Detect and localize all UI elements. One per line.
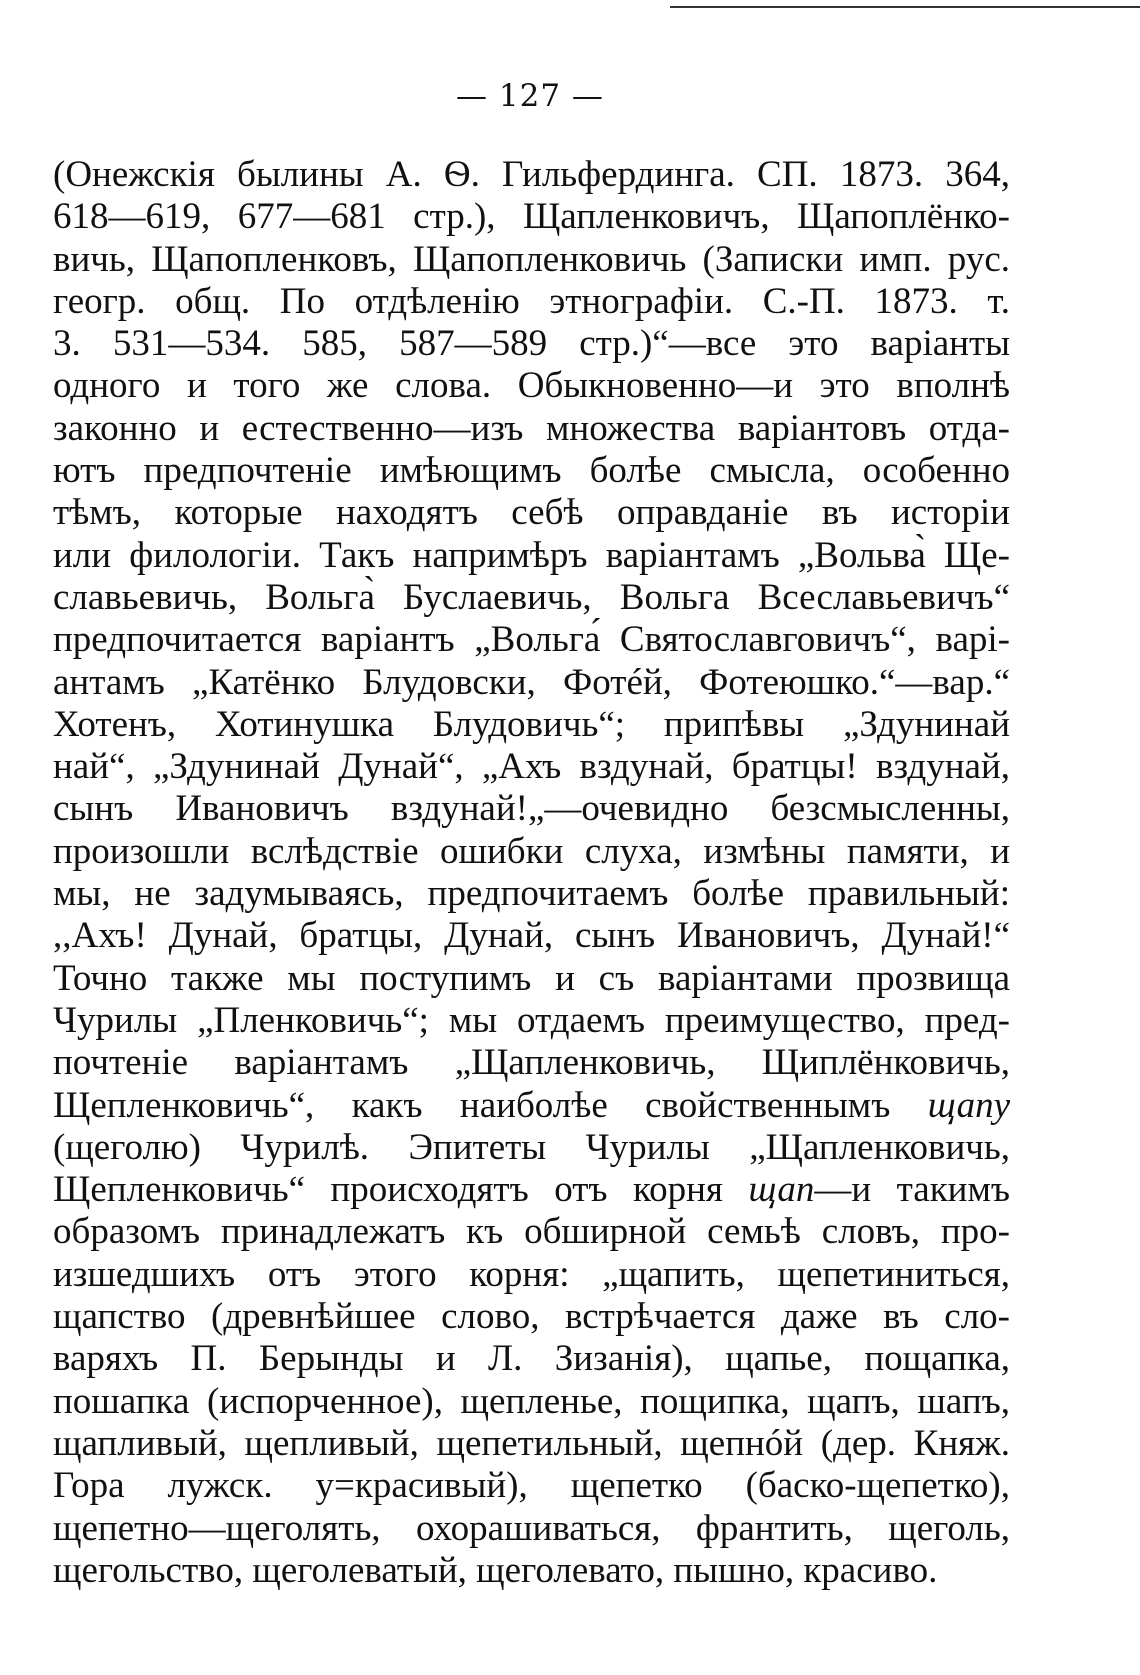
text-line: вичь, Щапопленковъ, Щапопленковичь (Записки имп. рус. (53, 238, 1010, 280)
text-line: или филологіи. Такъ напримѣръ варіантамъ „Вольва̀ Ще- (53, 534, 1010, 576)
text-line: Точно также мы поступимъ и съ варіантами прозвища (53, 957, 1010, 999)
page-text (53, 154, 1010, 1592)
text-line: варяхъ П. Берынды и Л. Зизанія), щапье, пощапка, (53, 1338, 1010, 1380)
italic-word: щапу (927, 1084, 1011, 1126)
text-segment: Щепленковичь“ происходятъ отъ корня (53, 1169, 723, 1211)
text-line: щегольство, щеголеватый, щеголевато, пышно, красиво. (53, 1549, 938, 1591)
top-border-rule (670, 6, 1140, 8)
text-line: произошли вслѣдствіе ошибки слуха, измѣны памяти, и (53, 830, 1010, 872)
text-line: Хотенъ, Хотинушка Блудовичь“; припѣвы „Здунинай (53, 703, 1010, 745)
text-line: (щеголю) Чурилѣ. Эпитеты Чурилы „Щапленковичь, (53, 1126, 1010, 1168)
text-line: сынъ Ивановичъ вздунай!„—очевидно безсмысленны, (53, 788, 1010, 830)
text-line: мы, не задумываясь, предпочитаемъ болѣе правильный: (53, 873, 1010, 915)
text-line: Гора лужск. у=красивый), щепетко (баско-щепетко), (53, 1465, 1010, 1507)
text-line: Чурилы „Пленковичь“; мы отдаемъ преимущество, пред- (53, 999, 1010, 1041)
text-line: тѣмъ, которые находятъ себѣ оправданіе въ исторіи (53, 492, 1010, 534)
text-segment: —и такимъ (814, 1169, 1011, 1211)
text-line: ,,Ахъ! Дунай, братцы, Дунай, сынъ Ивановичъ, Дунай!“ (53, 915, 1010, 957)
text-line: геогр. общ. По отдѣленію этнографіи. С.-П. 1873. т. (53, 280, 1010, 322)
text-line: 3. 531—534. 585, 587—589 стр.)“—все это варіанты (53, 323, 1010, 365)
text-line-with-italic (53, 1169, 1010, 1211)
text-line-with-italic (53, 1085, 1010, 1127)
text-line: пошапка (испорченное), щепленье, пощипка, щапъ, шапъ, (53, 1380, 1010, 1422)
text-line: 618—619, 677—681 стр.), Щапленковичъ, Щапоплёнко- (53, 196, 1010, 238)
text-line: одного и того же слова. Обыкновенно—и это вполнѣ (53, 365, 1010, 407)
text-line: законно и естественно—изъ множества варіантовъ отда- (53, 407, 1010, 449)
text-line: изшедшихъ отъ этого корня: „щапить, щепетиниться, (53, 1253, 1010, 1295)
text-line: образомъ принадлежатъ къ обширной семьѣ словъ, про- (53, 1211, 1010, 1253)
italic-word: щап (748, 1169, 815, 1211)
text-line: славьевичь, Вольга̀ Буслаевичь, Вольга Всеславьевичъ“ (53, 576, 1010, 618)
text-line: (Онежскія былины А. Ѳ. Гильфердинга. СП. 1873. 364, (53, 154, 1010, 195)
text-segment: Щепленковичь“, какъ наиболѣе свойственнымъ (53, 1084, 891, 1126)
page-number: — 127 — (456, 78, 604, 114)
text-line: най“, „Здунинай Дунай“, „Ахъ вздунай, братцы! вздунай, (53, 746, 1010, 788)
text-line: щапство (древнѣйшее слово, встрѣчается даже въ сло- (53, 1296, 1010, 1338)
text-line: предпочитается варіантъ „Вольга́ Святославговичъ“, варі- (53, 619, 1010, 661)
text-line: щепетно—щеголять, охорашиваться, франтить, щеголь, (53, 1507, 1010, 1549)
text-line: антамъ „Катёнко Блудовски, Фотéй, Фотеюшко.“—вар.“ (53, 661, 1010, 703)
text-line: почтеніе варіантамъ „Щапленковичь, Щиплёнковичь, (53, 1042, 1010, 1084)
text-line: ютъ предпочтеніе имѣющимъ болѣе смысла, особенно (53, 450, 1010, 492)
text-line: щапливый, щепливый, щепетильный, щепнóй (дер. Княж. (53, 1422, 1010, 1464)
